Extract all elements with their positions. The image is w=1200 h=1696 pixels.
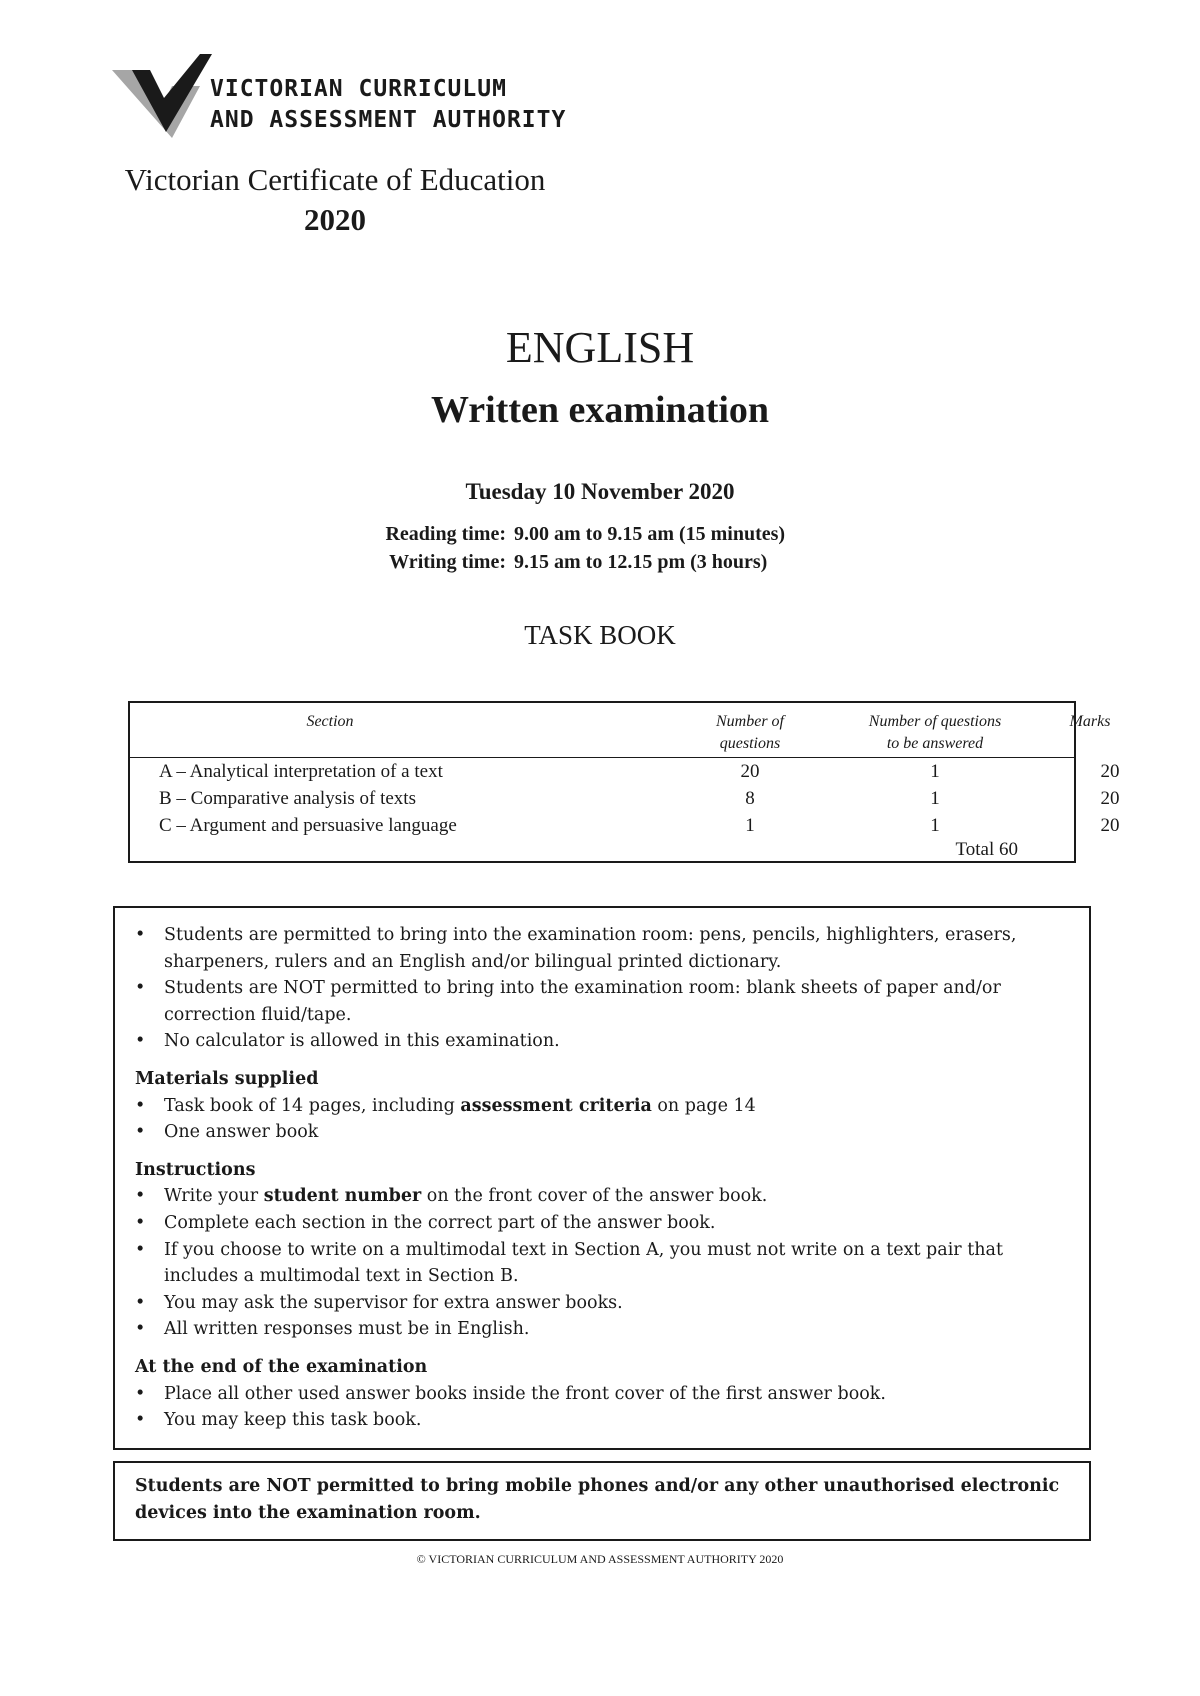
header-questions-to-answer: Number of questions to be answered xyxy=(868,713,1002,752)
reading-time-value: 9.00 am to 9.15 am (15 minutes) xyxy=(514,523,786,545)
row-marks: 20 xyxy=(1100,815,1120,836)
mobile-phone-warning: Students are NOT permitted to bring mobile phones and/or any other unauthorised electronic devices into the examination room. xyxy=(113,1461,1091,1541)
row-questions: 8 xyxy=(745,788,755,809)
end-of-exam-heading: At the end of the examination xyxy=(135,1356,428,1377)
exam-times xyxy=(0,520,1200,576)
certificate-year: 2020 xyxy=(304,202,366,237)
list-item: • Complete each section in the correct part of the answer book. xyxy=(135,1210,1071,1237)
header-marks: Marks xyxy=(1069,713,1111,730)
reading-time-row xyxy=(0,520,1200,548)
instructions-box xyxy=(113,906,1091,1450)
vcaa-logo-text xyxy=(210,74,566,136)
table-row xyxy=(130,788,1120,815)
certificate-heading xyxy=(100,160,570,240)
row-marks: 20 xyxy=(1100,788,1120,809)
list-item: • All written responses must be in English. xyxy=(135,1316,1071,1343)
list-item: • Write your student number on the front cover of the answer book. xyxy=(135,1183,1071,1210)
logo-line-1: VICTORIAN CURRICULUM xyxy=(210,76,507,102)
exam-date: Tuesday 10 November 2020 xyxy=(465,479,735,504)
table-header xyxy=(130,703,1111,758)
row-questions: 1 xyxy=(745,815,755,836)
reading-time-label: Reading time: xyxy=(385,523,506,545)
row-answered: 1 xyxy=(930,815,940,836)
exam-type: Written examination xyxy=(430,389,770,431)
exam-subject: ENGLISH xyxy=(505,323,695,372)
list-item: • No calculator is allowed in this examination. xyxy=(135,1028,1071,1055)
list-item: • You may keep this task book. xyxy=(135,1407,1071,1434)
row-answered: 1 xyxy=(930,788,940,809)
instructions-heading: Instructions xyxy=(135,1159,256,1180)
row-questions: 20 xyxy=(740,761,760,782)
table-total: Total 60 xyxy=(955,839,1018,860)
header-number-of-questions: Number of questions xyxy=(716,713,784,752)
instructions-list xyxy=(135,1183,1071,1343)
vcaa-logo-mark xyxy=(112,54,212,138)
task-book-title: TASK BOOK xyxy=(524,620,676,650)
list-item: • One answer book xyxy=(135,1119,1071,1146)
row-section: A – Analytical interpretation of a text xyxy=(159,761,443,782)
list-item: • Task book of 14 pages, including assessment criteria on page 14 xyxy=(135,1093,1071,1120)
vcaa-logo xyxy=(112,54,567,138)
copyright-notice: © VICTORIAN CURRICULUM AND ASSESSMENT AUTHORITY 2020 xyxy=(416,1552,784,1566)
general-rules-list xyxy=(135,922,1071,1055)
list-item: • If you choose to write on a multimodal text in Section A, you must not write on a text pair that includes a multimodal text in Section B. xyxy=(135,1237,1071,1290)
end-of-exam-list xyxy=(135,1381,1071,1434)
list-item: • Place all other used answer books inside the front cover of the first answer book. xyxy=(135,1381,1071,1408)
writing-time-value: 9.15 am to 12.15 pm (3 hours) xyxy=(514,551,768,573)
table-row xyxy=(130,815,1120,842)
certificate-title: Victorian Certificate of Education xyxy=(124,162,546,197)
row-marks: 20 xyxy=(1100,761,1120,782)
row-section: C – Argument and persuasive language xyxy=(159,815,457,836)
row-answered: 1 xyxy=(930,761,940,782)
header-section: Section xyxy=(306,713,354,730)
writing-time-label: Writing time: xyxy=(389,551,506,573)
materials-list xyxy=(135,1093,1071,1146)
list-item: • Students are NOT permitted to bring into the examination room: blank sheets of paper and/or correction fluid/tape. xyxy=(135,975,1071,1028)
logo-line-2: AND ASSESSMENT AUTHORITY xyxy=(210,107,567,133)
writing-time-row xyxy=(0,548,1200,576)
list-item: • Students are permitted to bring into the examination room: pens, pencils, highlighters, erasers, sharpeners, rulers and an English and/or bilingual printed dictionary. xyxy=(135,922,1071,975)
list-item: • You may ask the supervisor for extra answer books. xyxy=(135,1290,1071,1317)
materials-heading: Materials supplied xyxy=(135,1068,319,1089)
structure-table xyxy=(128,701,1120,863)
row-section: B – Comparative analysis of texts xyxy=(159,788,416,809)
table-row xyxy=(130,761,1120,788)
